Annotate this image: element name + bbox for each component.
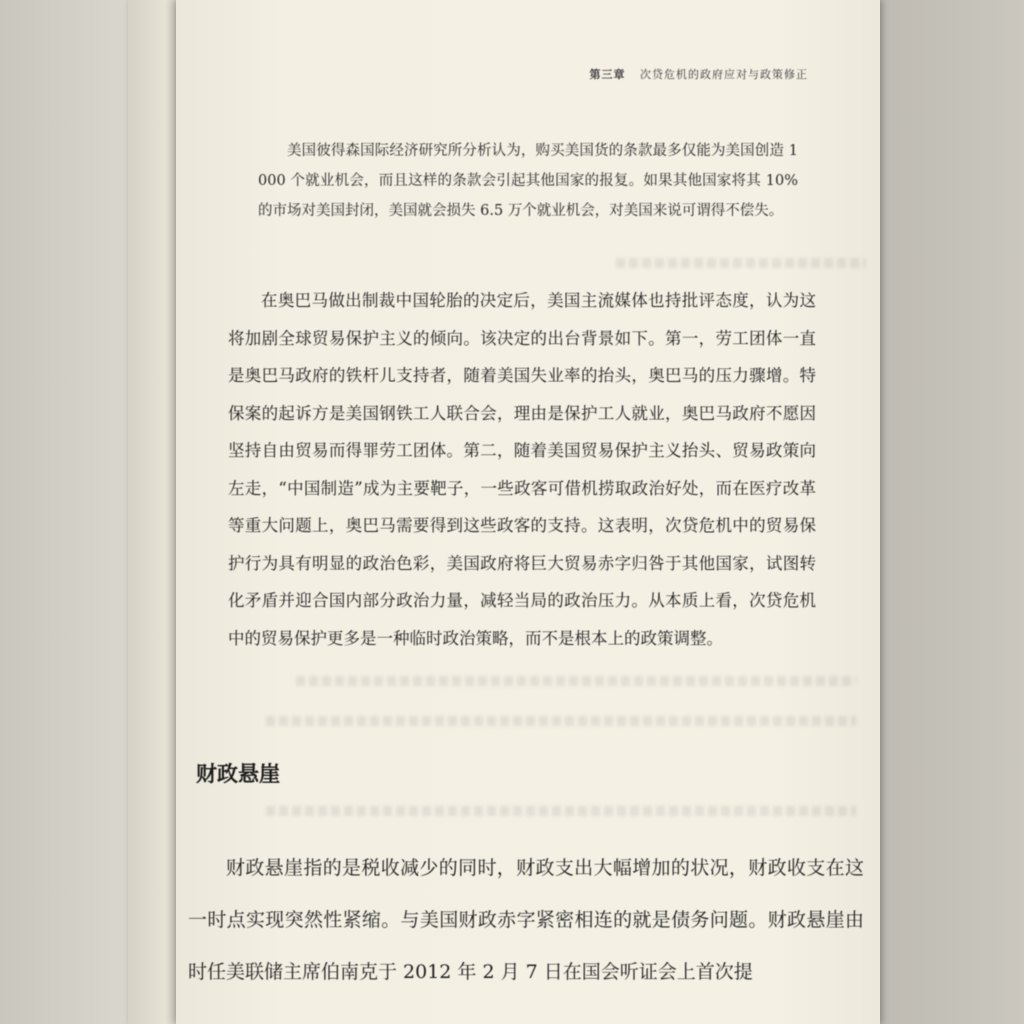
chapter-label: 第三章 xyxy=(589,68,626,81)
paragraph-3: 财政悬崖指的是税收减少的同时，财政支出大幅增加的状况，财政收支在这一时点实现突然性紧缩。与美国财政赤字紧密相连的就是债务问题。财政悬崖由时任美联储主席伯南克于 2012 年 2 月 7 日在国会听证会上首次提 xyxy=(188,857,864,983)
background-right xyxy=(872,0,1024,1024)
bleed-through-text xyxy=(296,676,856,686)
bleed-through-text xyxy=(266,806,856,816)
bleed-through-text xyxy=(266,716,856,726)
section-heading: 财政悬崖 xyxy=(196,762,280,786)
running-header xyxy=(590,66,809,82)
chapter-title: 次贷危机的政府应对与政策修正 xyxy=(640,68,808,81)
bleed-through-text xyxy=(616,258,866,268)
paragraph-1: 美国彼得森国际经济研究所分析认为，购买美国货的条款最多仅能为美国创造 1 000 个就业机会，而且这样的条款会引起其他国家的报复。如果其他国家将其 10% 的市场对美国封闭，美国就会损失 6.5 万个就业机会，对美国来说可谓得不偿失。 xyxy=(258,143,798,219)
paragraph-2: 在奥巴马做出制裁中国轮胎的决定后，美国主流媒体也持批评态度，认为这将加剧全球贸易保护主义的倾向。该决定的出台背景如下。第一，劳工团体一直是奥巴马政府的铁杆儿支持者，随着美国失业率的抬头，奥巴马的压力骤增。特保案的起诉方是美国钢铁工人联合会，理由是保护工人就业，奥巴马政府不愿因坚持自由贸易而得罪劳工团体。第二，随着美国贸易保护主义抬头、贸易政策向左走，“中国制造”成为主要靶子，一些政客可借机捞取政治好处，而在医疗改革等重大问题上，奥巴马需要得到这些政客的支持。这表明，次贷危机中的贸易保护行为具有明显的政治色彩，美国政府将巨大贸易赤字归咎于其他国家，试图转化矛盾并迎合国内部分政治力量，减轻当局的政治压力。从本质上看，次贷危机中的贸易保护更多是一种临时政治策略，而不是根本上的政策调整。 xyxy=(228,291,816,648)
book-page xyxy=(176,0,880,1024)
